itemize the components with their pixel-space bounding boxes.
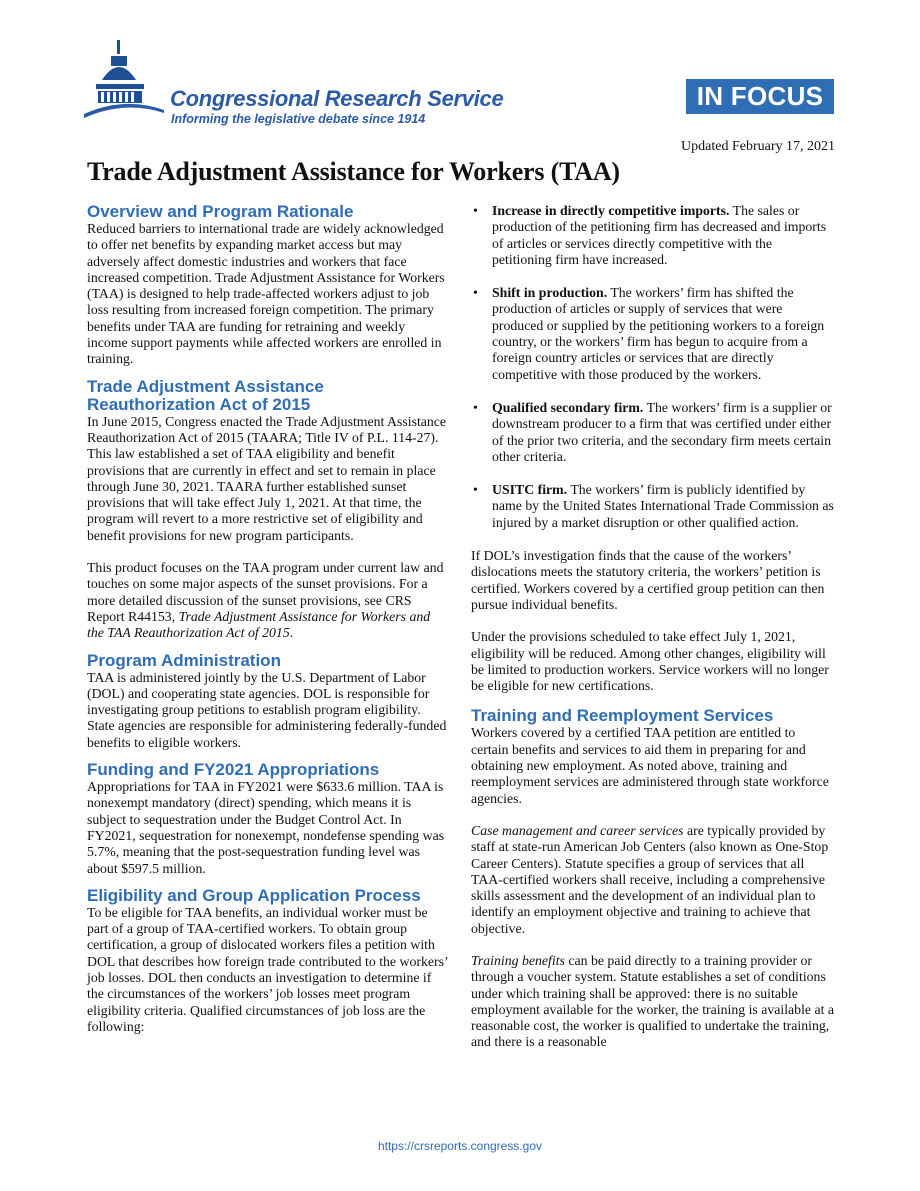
focus-paragraph: This product focuses on the TAA program under current law and touches on some major aspects of the sunset provisions. For a more detailed discussion of the sunset provisions, see CRS Report R44153, Trade Adjustment Assistance for Workers and the TAA Reauthorization Act of 2015. bbox=[87, 560, 444, 641]
list-item: • Shift in production. The workers’ firm has shifted the production of articles or supply of services that were produced or supplied by the petitioning workers to a foreign country, or the workers’ firm has begun to acquire from a foreign country articles or services that are directly competitive with those produced by the workers. bbox=[473, 285, 825, 382]
list-item: • Increase in directly competitive imports. The sales or production of the petitioning firm has decreased and imports of articles or services directly competitive with the petitioning firm have increased. bbox=[473, 203, 827, 267]
section-heading-administration: Program Administration bbox=[87, 650, 281, 670]
section-heading-funding: Funding and FY2021 Appropriations bbox=[87, 760, 380, 780]
provisions-paragraph: Under the provisions scheduled to take effect July 1, 2021, eligibility will be reduced. Among other changes, eligibility will be limited to production workers. Service workers will no longer be eligible for new certifications. bbox=[471, 629, 829, 694]
footer-url-link[interactable]: https://crsreports.congress.gov bbox=[377, 1139, 543, 1153]
eligibility-paragraph: To be eligible for TAA benefits, an individual worker must be part of a group of TAA-certified workers. To obtain group certification, a group of dislocated workers files a petition with DOL that describes how foreign trade contributed to the workers’ job losses. DOL then conducts an investigation to determine if the circumstances of the workers’ job losses meet program eligibility criteria. Qualified circumstances of job loss are the following: bbox=[87, 904, 448, 1034]
taara-paragraph: In June 2015, Congress enacted the Trade Adjustment Assistance Reauthorization Act of 2015 (TAARA; Title IV of P.L. 114-27). This law established a set of TAA eligibility and benefit provisions that are currently in effect and set to remain in place through June 30, 2021. TAARA further established sunset provisions that will take effect July 1, 2021. At that time, the program will revert to a more restrictive set of eligibility and benefit provisions for new program participants. bbox=[87, 413, 447, 543]
right-column bbox=[471, 203, 835, 1051]
training-paragraph: Workers covered by a certified TAA petition are entitled to certain benefits and services to aid them in preparing for and obtaining new employment. As noted above, training and reemployment services are administered through state workforce agencies. bbox=[471, 725, 829, 806]
case-management-paragraph: Case management and career services are typically provided by staff at state-run American Job Centers (also known as One-Stop Career Centers). Statute specifies a group of services that all TAA-certified workers shall receive, including a comprehensive skills assessment and the development of an individual plan to identify an employment objective and training to achieve that objective. bbox=[471, 822, 829, 936]
bullet-icon: • bbox=[473, 482, 478, 498]
left-column bbox=[87, 203, 449, 1035]
updated-date: Updated February 17, 2021 bbox=[681, 139, 835, 154]
criteria-list bbox=[471, 203, 835, 531]
admin-paragraph: TAA is administered jointly by the U.S. Department of Labor (DOL) and cooperating state agencies. DOL is responsible for investigating group petitions to establish program eligibility. State agencies are responsible for administering federally-funded benefits to eligible workers. bbox=[87, 669, 447, 750]
list-item: • Qualified secondary firm. The workers’ firm is a supplier or downstream producer to a firm that was certified under either of the prior two criteria, and the secondary firm meets certain other criteria. bbox=[473, 399, 832, 464]
training-benefits-paragraph: Training benefits can be paid directly to a training provider or through a voucher system. Statute establishes a set of conditions under which training shall be approved: there is no suitable employment available for the worker, the training is available at a reasonable cost, the worker is qualified to undertake the training, and there is a reasonable bbox=[471, 952, 835, 1050]
page-title: Trade Adjustment Assistance for Workers (TAA) bbox=[87, 157, 620, 186]
section-heading-eligibility: Eligibility and Group Application Process bbox=[87, 885, 421, 905]
page-header bbox=[0, 0, 920, 154]
list-item: • USITC firm. The workers’ firm is publicly identified by name by the United States International Trade Commission as injured by a market disruption or other qualified action. bbox=[473, 482, 834, 530]
overview-paragraph: Reduced barriers to international trade are widely acknowledged to offer net benefits by expanding market access but may adversely affect domestic industries and workers that face increased competition. Trade Adjustment Assistance for Workers (TAA) is designed to help trade-affected workers adjust to job loss resulting from increased foreign competition. The primary benefits under TAA are funding for retraining and weekly income support payments while affected workers are enrolled in training. bbox=[87, 221, 445, 367]
section-heading-training: Training and Reemployment Services bbox=[471, 706, 774, 726]
dol-paragraph: If DOL’s investigation finds that the cause of the workers’ dislocations meets the statutory criteria, the workers’ petition is certified. Workers covered by a certified group petition can then pursue individual benefits. bbox=[471, 548, 825, 612]
in-focus-badge: IN FOCUS bbox=[686, 79, 834, 114]
bullet-icon: • bbox=[473, 203, 478, 218]
org-name: Congressional Research Service bbox=[170, 86, 504, 111]
section-heading-taara: Trade Adjustment Assistance Reauthorization Act of 2015 bbox=[87, 376, 324, 414]
org-tagline: Informing the legislative debate since 1914 bbox=[171, 112, 426, 126]
section-heading-overview: Overview and Program Rationale bbox=[87, 202, 354, 221]
funding-paragraph: Appropriations for TAA in FY2021 were $633.6 million. TAA is nonexempt mandatory (direct) spending, which means it is subject to sequestration under the Budget Control Act. In FY2021, sequestration for nonexempt, nondefense spending was 5.7%, meaning that the post-sequestration funding level was about $597.5 million. bbox=[87, 779, 445, 876]
bullet-icon: • bbox=[473, 285, 478, 301]
report-title-link[interactable]: Trade Adjustment Assistance for Workers and the TAA Reauthorization Act of 2015 bbox=[87, 608, 431, 641]
capitol-dome-icon bbox=[84, 40, 164, 120]
bullet-icon: • bbox=[473, 399, 478, 415]
